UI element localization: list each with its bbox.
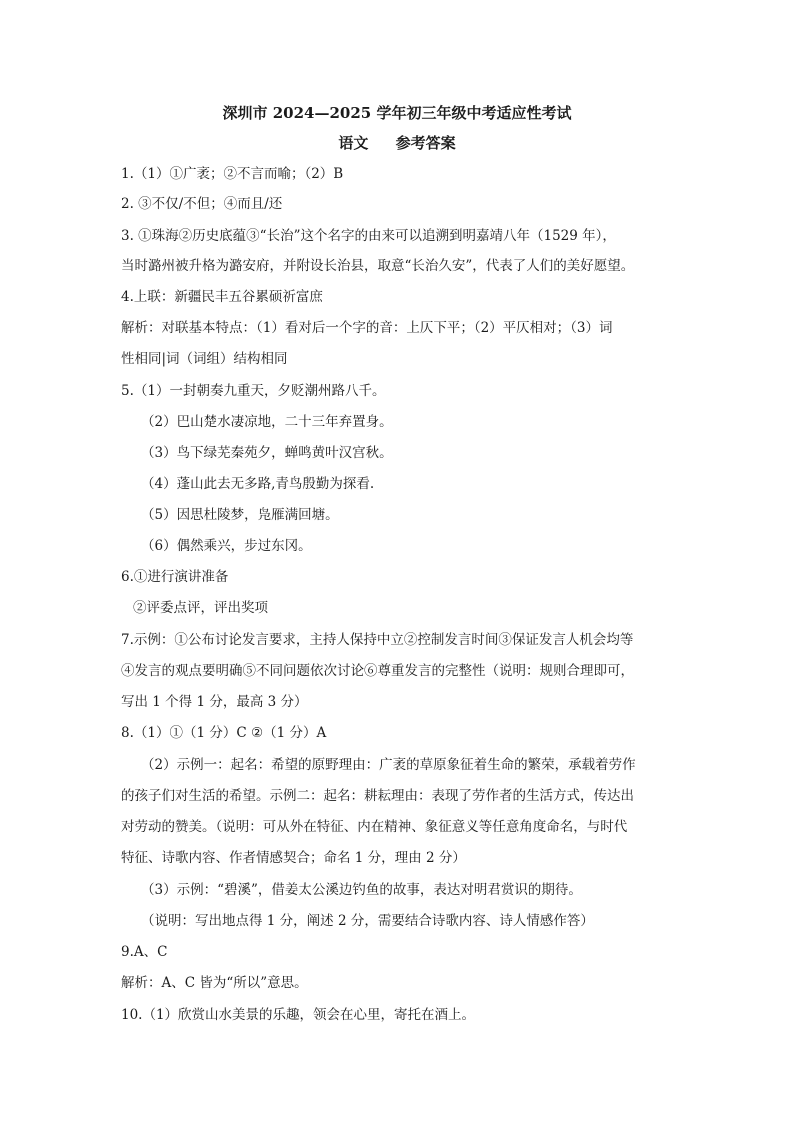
answer-line-q8-2-cont3: 特征、诗歌内容、作者情感契合；命名 1 分，理由 2 分） [121, 850, 466, 866]
exam-subtitle [0, 133, 794, 153]
answer-line-q7-score: 写出 1 个得 1 分，最高 3 分） [121, 694, 308, 710]
answer-line-q5-1: 5.（1）一封朝奏九重天，夕贬潮州路八千。 [121, 383, 386, 399]
answer-line-q10: 10.（1）欣赏山水美景的乐趣，领会在心里，寄托在酒上。 [121, 1007, 476, 1023]
answer-line-q3-cont: 当时潞州被升格为潞安府，并附设长治县，取意“长治久安”，代表了人们的美好愿望。 [121, 258, 635, 274]
answer-line-q7: 7.示例：①公布讨论发言要求，主持人保持中立②控制发言时间③保证发言人机会均等 [121, 632, 634, 648]
analysis-line-q4-cont: 性相同|词（词组）结构相同 [121, 351, 288, 367]
analysis-line-q4: 解析：对联基本特点：（1）看对后一个字的音：上仄下平；（2）平仄相对；（3）词 [121, 320, 613, 336]
answer-line-q5-4: （4）蓬山此去无多路,青鸟殷勤为探看. [141, 476, 375, 492]
answer-line-q4: 4.上联：新疆民丰五谷累硕祈富庶 [121, 289, 323, 305]
answer-line-q8-3: （3）示例：“碧溪”，借姜太公溪边钓鱼的故事，表达对明君赏识的期待。 [141, 882, 582, 898]
analysis-line-q9: 解析：A、C 皆为“所以”意思。 [121, 975, 308, 991]
answer-line-q3: 3. ①珠海②历史底蕴③“长治”这个名字的由来可以追溯到明嘉靖八年（1529 年）， [121, 228, 616, 244]
answer-line-q8-2-cont1: 的孩子们对生活的希望。示例二：起名：耕耘理由：表现了劳作者的生活方式，传达出 [121, 788, 634, 804]
answer-line-q8-3-note: （说明：写出地点得 1 分，阐述 2 分，需要结合诗歌内容、诗人情感作答） [141, 913, 594, 929]
answer-line-q8-1: 8.（1）①（1 分）C ②（1 分）A [121, 725, 327, 741]
answer-line-q9: 9.A、C [121, 944, 168, 960]
answer-line-q8-2: （2）示例一：起名：希望的原野理由：广袤的草原象征着生命的繁荣，承载着劳作 [141, 757, 636, 773]
answer-line-q5-5: （5）因思杜陵梦，凫雁满回塘。 [141, 507, 339, 523]
answer-key-label: 参考答案 [395, 134, 456, 152]
answer-line-q5-6: （6）偶然乘兴，步过东冈。 [141, 538, 312, 554]
answer-line-q1: 1.（1）①广袤；②不言而喻；（2）B [121, 166, 344, 182]
answer-line-q6-1: 6.①进行演讲准备 [121, 569, 229, 585]
subject-label: 语文 [338, 134, 369, 152]
answer-line-q2: 2. ③不仅/不但；④而且/还 [121, 196, 283, 212]
answer-line-q7-cont: ④发言的观点要明确⑤不同问题依次讨论⑥尊重发言的完整性（说明：规则合理即可， [121, 663, 634, 679]
answer-line-q8-2-cont2: 对劳动的赞美。（说明：可从外在特征、内在精神、象征意义等任意角度命名，与时代 [121, 819, 628, 835]
answer-line-q5-3: （3）鸟下绿芜秦苑夕，蝉鸣黄叶汉宫秋。 [141, 445, 393, 461]
answer-line-q5-2: （2）巴山楚水凄凉地，二十三年弃置身。 [141, 414, 393, 430]
exam-title: 深圳市 2024—2025 学年初三年级中考适应性考试 [222, 104, 572, 122]
answer-line-q6-2: ②评委点评，评出奖项 [133, 600, 268, 616]
